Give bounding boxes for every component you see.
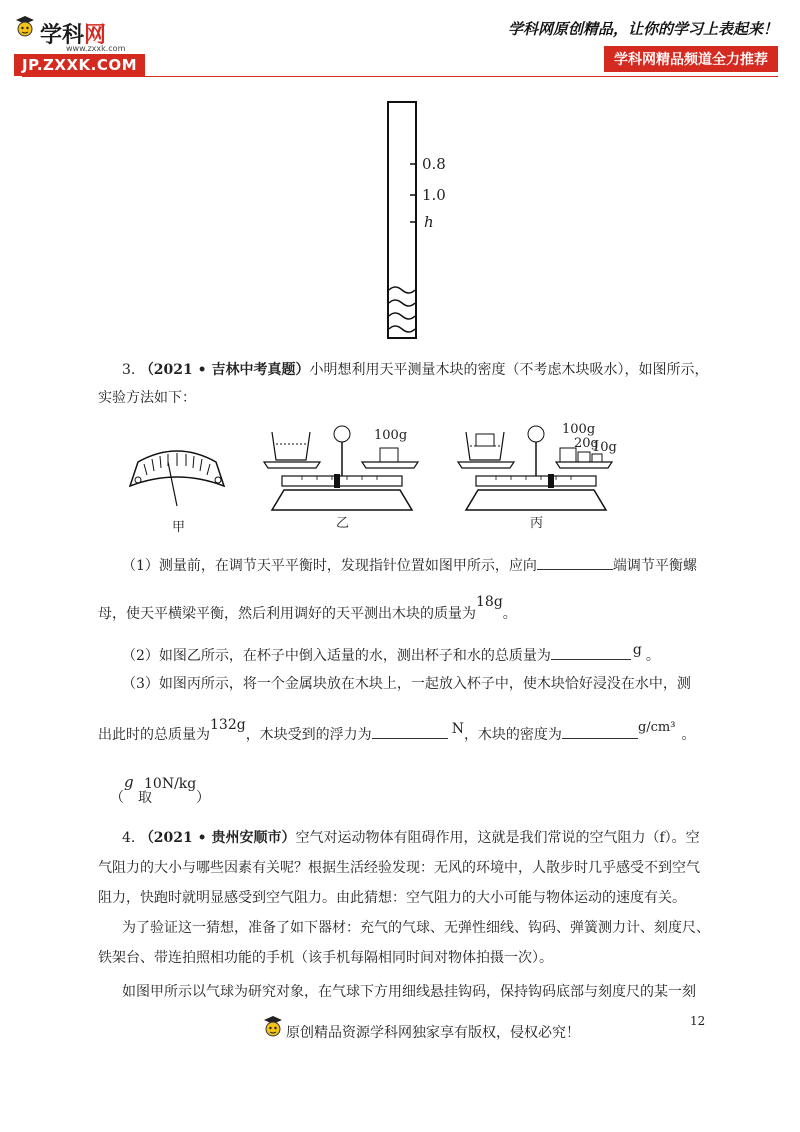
answer-blank[interactable] — [537, 555, 613, 570]
logo-url[interactable]: JP.ZXXK.COM — [14, 54, 145, 76]
graduate-mascot-icon — [14, 14, 36, 42]
q4-line4: 为了验证这一猜想，准备了如下器材：充气的气球、无弹性细线、钩码、弹簧测力计、刻度尺、 — [122, 920, 710, 936]
weight-label-10g: 10g — [592, 440, 617, 455]
balance-figure-yi — [262, 424, 422, 534]
header-slogan: 学科网原创精品，让你的学习上表起来！ — [507, 20, 778, 38]
q4-number: 4. — [122, 830, 136, 846]
weight-label-100g: 100g — [562, 422, 596, 437]
q3-stem-text: 小明想利用天平测量木块的密度（不考虑木块吸水），如图所示， — [309, 362, 709, 378]
answer-blank[interactable] — [372, 724, 448, 739]
q3-part3-line1: （3）如图丙所示，将一个金属块放在木块上，一起放入杯子中，使木块恰好浸没在水中，测 — [122, 676, 691, 692]
q3-stem-line2: 实验方法如下： — [98, 390, 196, 406]
tube-tick-label: 0.8 — [422, 155, 446, 173]
q4-line2: 气阻力的大小与哪些因素有关呢？根据生活经验发现：无风的环境中，人散步时几乎感受不到空气 — [98, 860, 700, 876]
logo-name: 学科网 — [40, 23, 107, 48]
page-number: 12 — [690, 1014, 706, 1028]
q4-line1: 4. （2021 • 贵州安顺市）空气对运动物体有阻碍作用，这就是我们常说的空气阻力（f）。空 — [122, 830, 700, 846]
q3-total-mass: 132g — [210, 717, 246, 733]
q3-stem-line1 — [122, 360, 708, 380]
answer-blank[interactable] — [551, 645, 631, 660]
q3-g-note: （ g 取 10N/kg ） — [110, 773, 210, 806]
weight-label-100g: 100g — [374, 428, 408, 443]
q4-line3: 阻力，快跑时就明显感受到空气阻力。由此猜想：空气阻力的大小可能与物体运动的速度有关。 — [98, 890, 686, 906]
q3-part1-line2: 母，使天平横梁平衡，然后利用调好的天平测出木块的质量为18g。 — [98, 594, 517, 622]
footer-mascot-icon — [262, 1014, 284, 1042]
q3-part3-line2: 出此时的总质量为132g，木块受到的浮力为 N，木块的密度为 g/cm³ 。 — [98, 717, 696, 743]
q3-wood-mass: 18g — [476, 594, 503, 610]
balance-figure-bing — [456, 420, 616, 534]
graduated-tube-figure — [370, 100, 480, 345]
q3-number: 3. — [122, 362, 136, 378]
q3-part1-line1: （1）测量前，在调节天平平衡时，发现指针位置如图甲所示，应向 端调节平衡螺 — [122, 555, 697, 576]
site-logo[interactable] — [14, 14, 164, 74]
q3-part2: （2）如图乙所示，在杯子中倒入适量的水，测出杯子和水的总质量为 g 。 — [122, 642, 660, 664]
q4-line5: 铁架台、带连拍照相功能的手机（该手机每隔相同时间对物体拍摄一次）。 — [98, 950, 553, 966]
weight-label-20g: 20g — [574, 436, 599, 451]
figure-label-bing: 丙 — [530, 516, 544, 531]
q4-line6: 如图甲所示以气球为研究对象，在气球下方用细线悬挂钩码，保持钩码底部与刻度尺的某一刻 — [122, 984, 696, 1000]
figure-label-jia: 甲 — [172, 520, 186, 535]
footer-copyright: 原创精品资源学科网独家享有版权，侵权必究！ — [286, 1025, 580, 1041]
tube-tick-label: h — [424, 213, 434, 231]
answer-blank[interactable] — [562, 724, 638, 739]
q4-source: （2021 • 贵州安顺市） — [139, 830, 296, 846]
logo-small-url: www.zxxk.com — [66, 44, 126, 53]
pointer-scale-figure — [122, 440, 232, 535]
q3-source: （2021 • 吉林中考真题） — [139, 362, 310, 378]
header-banner[interactable]: 学科网精品频道全力推荐 — [604, 46, 778, 72]
figure-label-yi: 乙 — [336, 516, 350, 531]
tube-tick-label: 1.0 — [422, 186, 446, 204]
header-divider — [22, 76, 778, 77]
